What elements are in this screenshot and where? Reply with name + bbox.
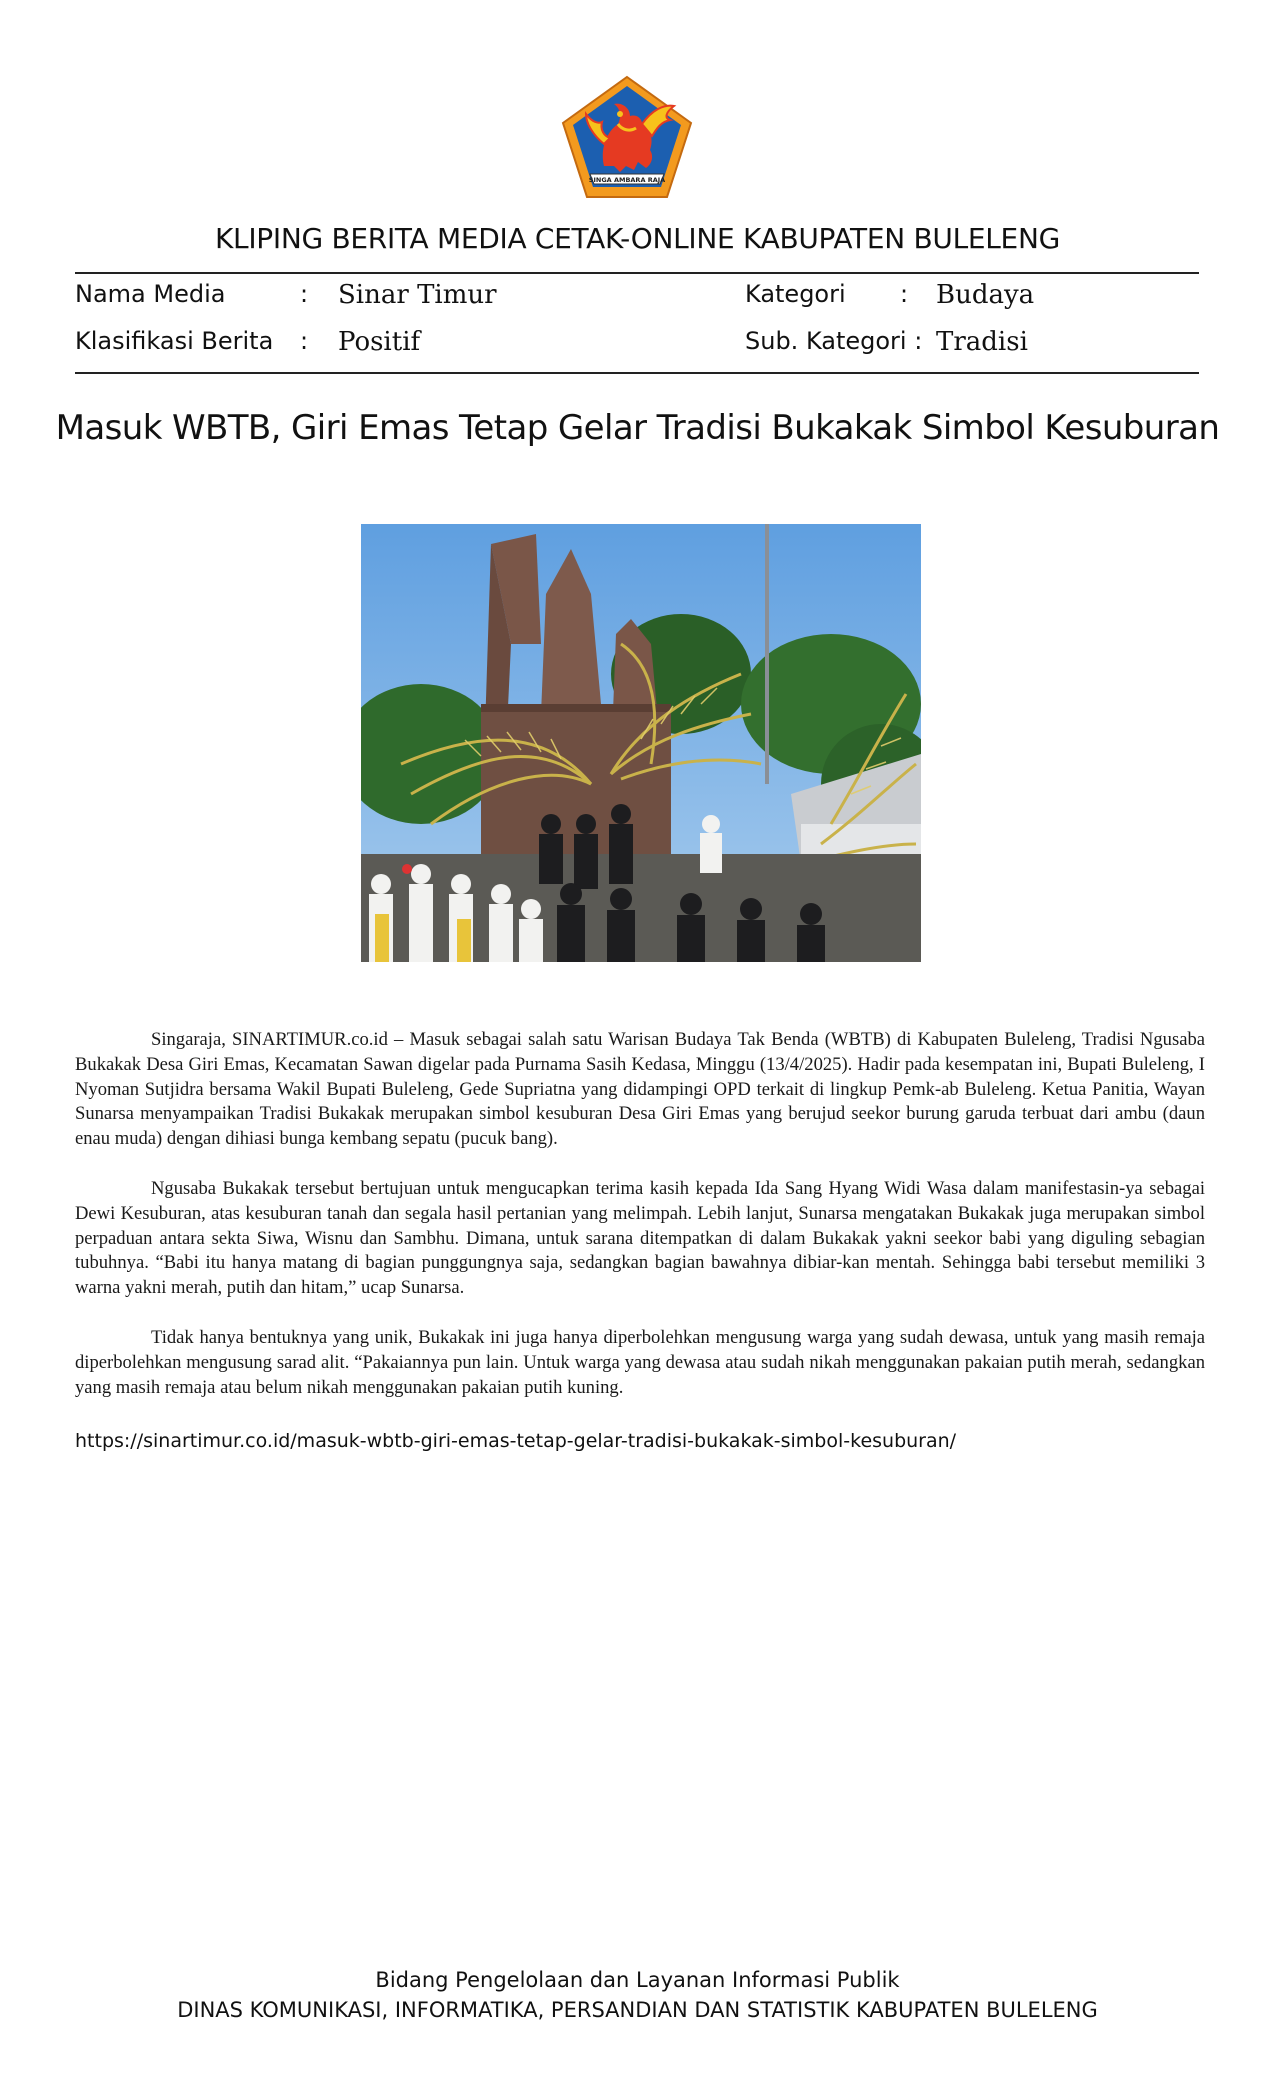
footer-division: Bidang Pengelolaan dan Layanan Informasi Publik (375, 1968, 900, 1992)
singa-ambara-raja-logo-icon (560, 74, 694, 200)
subkategori-value: Tradisi (936, 327, 1028, 357)
kategori-value: Budaya (936, 280, 1035, 310)
logo-motto: SINGA AMBARA RAJA (588, 176, 666, 184)
subkategori-label: Sub. Kategori : (745, 327, 923, 355)
media-label: Nama Media (75, 280, 226, 308)
bottom-divider (75, 372, 1199, 374)
article-paragraph-1: Singaraja, SINARTIMUR.co.id – Masuk sebagai salah satu Warisan Budaya Tak Benda (WBTB) di Kabupaten Buleleng, Tradisi Ngusaba Bukakak Desa Giri Emas, Kecamatan Sawan digelar pada Purnama Sasih Kedasa, Minggu (13/4/2025). Hadir pada kesempatan ini, Bupati Buleleng, I Nyoman Sutjidra bersama Wakil Bupati Buleleng, Gede Supriatna yang didampingi OPD terkait di lingkup Pemk-ab Buleleng. Ketua Panitia, Wayan Sunarsa menyampaikan Tradisi Bukakak merupakan simbol kesuburan Desa Giri Emas yang berujud seekor burung garuda terbuat dari ambu (daun enau muda) dengan dihiasi bunga kembang sepatu (pucuk bang). (75, 1029, 1205, 1150)
footer-department: DINAS KOMUNIKASI, INFORMATIKA, PERSANDIAN DAN STATISTIK KABUPATEN BULELENG (177, 1998, 1098, 2022)
klasifikasi-colon: : (300, 327, 309, 355)
media-colon: : (300, 280, 309, 308)
news-photo (361, 524, 921, 962)
media-value: Sinar Timur (338, 280, 497, 310)
klasifikasi-value: Positif (338, 327, 421, 357)
article-headline: Masuk WBTB, Giri Emas Tetap Gelar Tradisi Bukakak Simbol Kesuburan (55, 408, 1220, 448)
article-body (75, 1028, 1205, 1425)
kategori-colon: : (900, 280, 909, 308)
top-divider (75, 272, 1199, 274)
masthead-title: KLIPING BERITA MEDIA CETAK-ONLINE KABUPATEN BULELENG (214, 222, 1060, 255)
article-paragraph-2: Ngusaba Bukakak tersebut bertujuan untuk mengucapkan terima kasih kepada Ida Sang Hyang Widi Wasa dalam manifestasin-ya sebagai Dewi Kesuburan, atas kesuburan tanah dan segala hasil pertanian yang melimpah. Lebih lanjut, Sunarsa mengatakan Bukakak juga merupakan simbol perpaduan antara sekta Siwa, Wisnu dan Sambhu. Dimana, untuk sarana ditempatkan di dalam Bukakak yakni seekor babi yang diguling sebagian tubuhnya. “Babi itu hanya matang di bagian punggungnya saja, sedangkan bagian bawahnya dibiar-kan mentah. Sehingga babi tersebut memiliki 3 warna yakni merah, putih dan hitam,” ucap Sunarsa. (75, 1177, 1205, 1299)
source-url-link[interactable]: https://sinartimur.co.id/masuk-wbtb-giri-emas-tetap-gelar-tradisi-bukakak-simbol-kesuburan/ (75, 1430, 957, 1452)
article-paragraph-3: Tidak hanya bentuknya yang unik, Bukakak ini juga hanya diperbolehkan mengusung warga yang sudah dewasa, untuk yang masih remaja diperbolehkan mengusung sarad alit. “Pakaiannya pun lain. Untuk warga yang dewasa atau sudah nikah menggunakan pakaian putih merah, sedangkan yang masih remaja atau belum nikah menggunakan pakaian putih kuning. (75, 1326, 1205, 1398)
kategori-label: Kategori (745, 280, 846, 308)
klasifikasi-label: Klasifikasi Berita (75, 327, 274, 355)
